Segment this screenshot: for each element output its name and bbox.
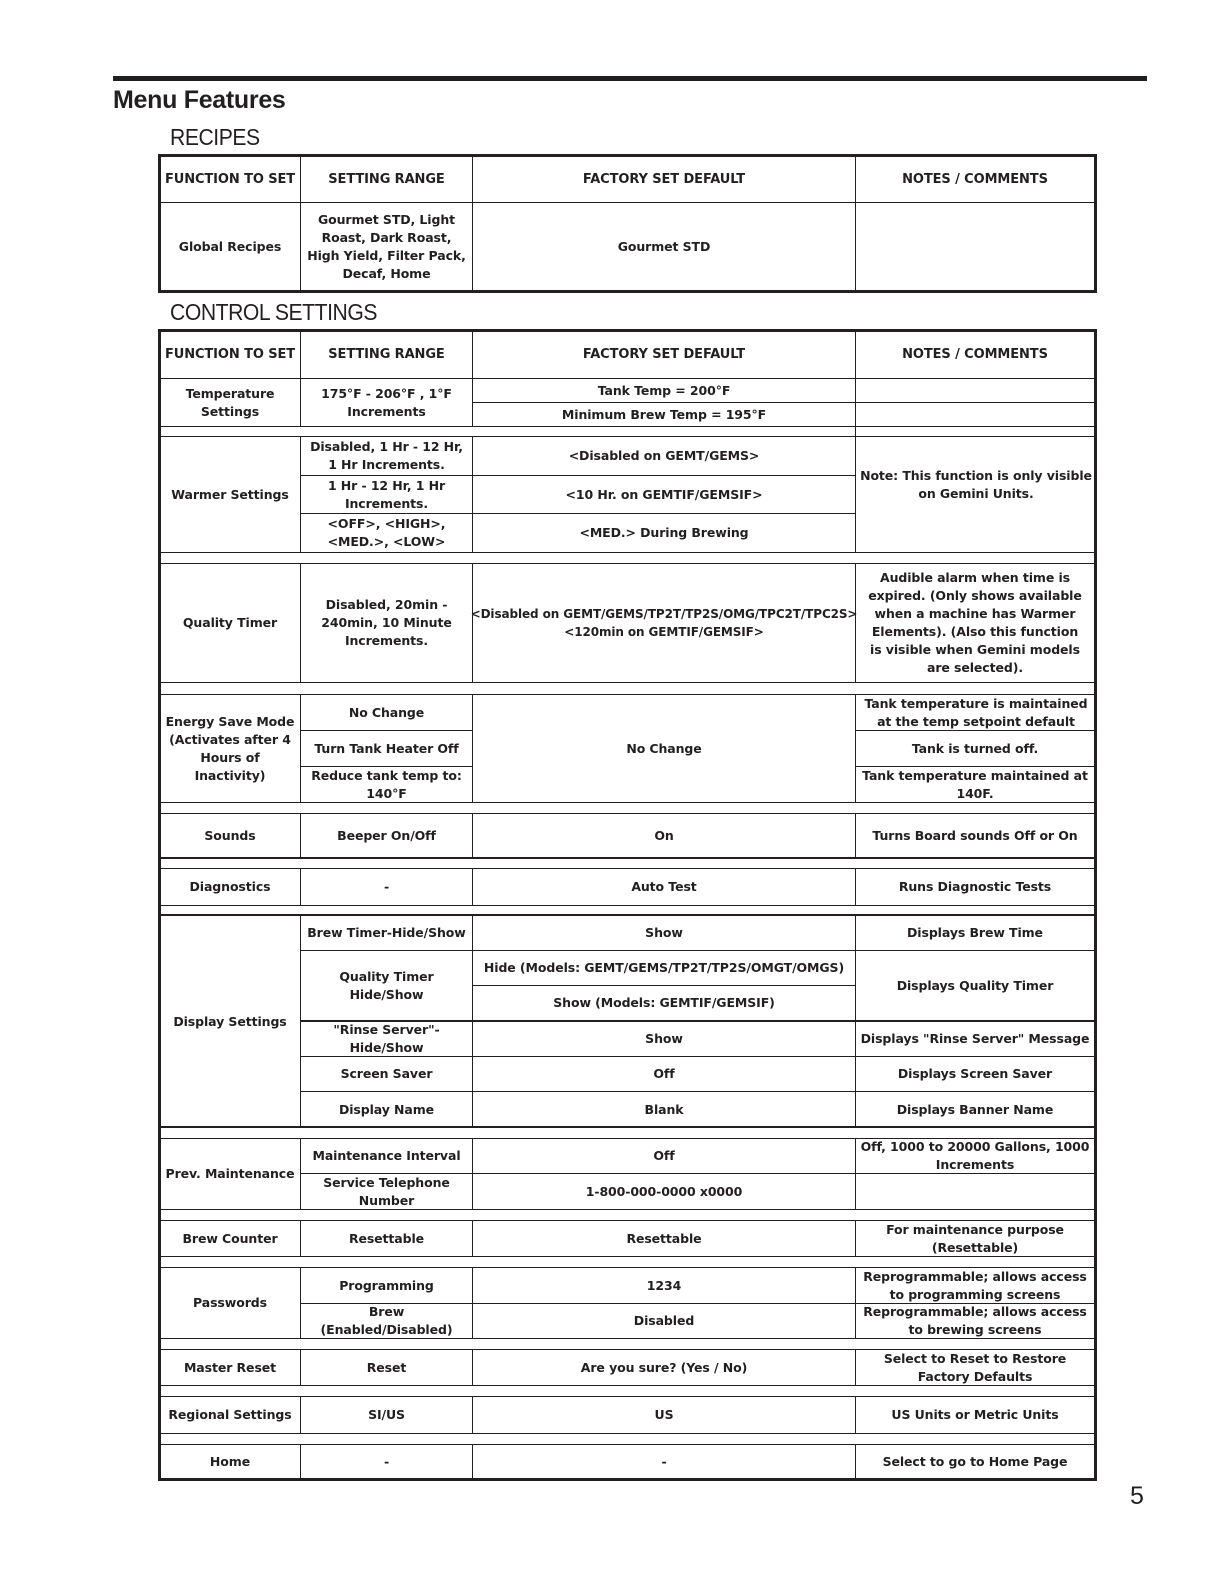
master-reset-function: Master Reset [183,1359,277,1375]
display-notes-5: Displays Banner Name [896,1101,1054,1117]
maintenance-notes-1: Off, 1000 to 20000 Gallons, 1000 Increments [860,1139,1090,1172]
display-range-2: Quality Timer Hide/Show [339,968,434,1002]
brew-counter-function: Brew Counter [182,1230,278,1246]
password-range-1: Programming [339,1277,434,1293]
maintenance-default-1: Off [653,1148,675,1163]
row-divider [160,1433,1095,1434]
energy-notes-2: Tank is turned off. [911,740,1039,756]
display-default-1: Show [645,925,683,940]
page-title: Menu Features [113,86,286,114]
regional-function: Regional Settings [168,1407,292,1422]
global-recipes-range: Gourmet STD, Light Roast, Dark Roast, High Yield, Filter Pack, Decaf, Home [307,212,466,281]
energy-save-function: Energy Save Mode (Activates after 4 Hours of Inactivity) [165,713,295,783]
header-function: FUNCTION TO SET [164,171,296,187]
quality-timer-function: Quality Timer [182,615,278,630]
quality-timer-default-line-1: <Disabled on GEMT/GEMS/TP2T/TP2S/OMG/TPC2T/TPC2S> [470,607,858,621]
energy-range-1: No Change [348,704,425,720]
display-range-5: Display Name [338,1101,435,1117]
diagnostics-function: Diagnostics [189,879,271,894]
page-number: 5 [1130,1482,1144,1510]
header-range: SETTING RANGE [328,347,445,362]
row-divider [160,1385,1095,1386]
quality-timer-range: Disabled, 20min - 240min, 10 Minute Increments. [321,597,452,648]
quality-timer-notes: Audible alarm when time is expired. (Only shows available when a machine has Warmer Elements). (Also this function is visible when Gemini models are selected). [868,570,1082,675]
maintenance-default-2: 1-800-000-0000 x0000 [585,1183,743,1199]
display-default-2b: Show (Models: GEMTIF/GEMSIF) [553,995,775,1010]
regional-range: SI/US [368,1407,405,1422]
warmer-range-1: Disabled, 1 Hr - 12 Hr, 1 Hr Increments. [310,439,463,472]
control-section-title: CONTROL SETTINGS [170,299,377,325]
display-settings-function: Display Settings [173,1013,287,1029]
display-notes-1: Displays Brew Time [907,925,1043,940]
sounds-function: Sounds [204,827,256,843]
column-divider [855,378,856,436]
prev-maintenance-function: Prev. Maintenance [165,1166,295,1181]
header-notes: NOTES / COMMENTS [902,347,1048,362]
row-divider [160,552,1095,553]
global-recipes-default: Gourmet STD [617,239,711,254]
home-function: Home [209,1454,251,1469]
home-default: - [661,1454,667,1469]
warmer-range-3: <OFF>, <HIGH>, <MED.>, <LOW> [327,516,446,549]
display-range-4: Screen Saver [340,1066,433,1081]
regional-default: US [654,1407,674,1422]
regional-notes: US Units or Metric Units [891,1407,1059,1422]
display-default-4: Off [653,1066,675,1081]
temperature-range: 175°F - 206°F , 1°F Increments [321,385,452,419]
row-divider [160,426,1095,427]
maintenance-notes-2 [856,1174,1094,1209]
warmer-default-1: <Disabled on GEMT/GEMS> [568,448,760,463]
row-divider [160,857,1095,859]
brew-counter-notes: For maintenance purpose (Resettable) [886,1221,1064,1255]
home-range: - [383,1454,390,1469]
warmer-default-2: <10 Hr. on GEMTIF/GEMSIF> [565,486,763,502]
tank-temp-default: Tank Temp = 200°F [597,382,731,398]
row-divider [160,682,1095,683]
row-divider [160,1256,1095,1257]
display-notes-3: Displays "Rinse Server" Message [860,1031,1090,1046]
password-default-1: 1234 [646,1277,682,1293]
global-recipes-function: Global Recipes [178,239,282,254]
quality-timer-default-line-2: <120min on GEMTIF/GEMSIF> [564,625,764,639]
display-notes-2: Displays Quality Timer [896,977,1054,993]
password-notes-1: Reprogrammable; allows access to programming screens [863,1268,1087,1302]
warmer-range-2: 1 Hr - 12 Hr, 1 Hr Increments. [327,477,446,511]
passwords-function: Passwords [193,1295,267,1310]
display-default-2a: Hide (Models: GEMT/GEMS/TP2T/TP2S/OMGT/OMGS) [483,960,845,975]
min-brew-temp-default: Minimum Brew Temp = 195°F [561,406,767,422]
row-divider [160,1209,1095,1210]
master-reset-default: Are you sure? (Yes / No) [580,1359,748,1375]
temperature-function: Temperature Settings [185,385,275,419]
row-divider [160,905,1095,906]
display-range-3: "Rinse Server"-Hide/Show [333,1022,440,1055]
row-divider [160,1338,1095,1339]
sounds-notes: Turns Board sounds Off or On [872,827,1078,843]
row-divider [160,802,1095,803]
diagnostics-range: - [383,879,390,894]
password-default-2: Disabled [633,1313,695,1328]
header-range: SETTING RANGE [328,171,445,187]
brew-counter-default: Resettable [626,1230,702,1246]
password-range-2: Brew (Enabled/Disabled) [320,1304,453,1337]
energy-range-2: Turn Tank Heater Off [314,740,459,756]
diagnostics-notes: Runs Diagnostic Tests [898,879,1052,894]
maintenance-range-1: Maintenance Interval [312,1148,461,1163]
top-rule [113,76,1147,81]
energy-range-3: Reduce tank temp to: 140°F [311,767,462,801]
warmer-function: Warmer Settings [171,486,289,502]
energy-notes-1: Tank temperature is maintained at the temp setpoint default [864,695,1088,729]
row-divider [160,1126,1095,1128]
sounds-range: Beeper On/Off [337,827,436,843]
display-notes-4: Displays Screen Saver [897,1066,1053,1081]
header-default: FACTORY SET DEFAULT [582,347,746,362]
header-default: FACTORY SET DEFAULT [582,171,746,187]
display-default-5: Blank [644,1101,684,1117]
warmer-notes: Note: This function is only visible on Gemini Units. [860,468,1092,501]
energy-notes-3: Tank temperature maintained at 140F. [862,767,1088,801]
global-recipes-notes [856,203,1094,291]
header-function: FUNCTION TO SET [164,347,296,362]
warmer-default-3: <MED.> During Brewing [579,525,749,540]
sounds-default: On [654,827,674,843]
home-notes: Select to go to Home Page [882,1454,1068,1469]
quality-timer-default [470,564,858,682]
maintenance-range-2: Service Telephone Number [323,1174,450,1208]
brew-counter-range: Resettable [348,1230,425,1246]
display-range-1: Brew Timer-Hide/Show [307,925,466,940]
recipes-section-title: RECIPES [170,124,260,150]
display-default-3: Show [645,1031,683,1046]
master-reset-notes: Select to Reset to Restore Factory Defaults [883,1350,1067,1384]
diagnostics-default: Auto Test [631,879,697,894]
header-notes: NOTES / COMMENTS [902,171,1048,187]
password-notes-2: Reprogrammable; allows access to brewing screens [863,1304,1087,1337]
energy-save-default: No Change [626,740,702,756]
master-reset-range: Reset [366,1359,407,1375]
